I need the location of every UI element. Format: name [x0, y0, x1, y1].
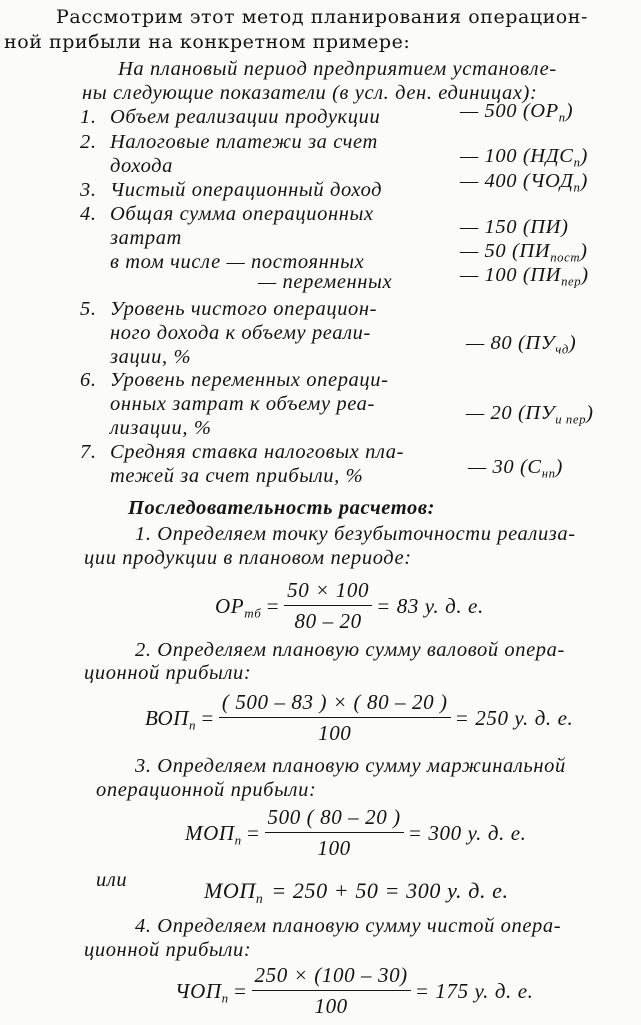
- item-2: 2. Налоговые платежи за счет: [80, 131, 378, 153]
- step-1-line-2: ции продукции в плановом периоде:: [84, 547, 412, 569]
- formula-net-profit: $ЧОП_п$ = $\frac{250 \times (100 - 30)}{100}$ = 175 у. д. е.: [175, 963, 534, 1018]
- item-4: 4. Общая сумма операционных: [80, 203, 374, 225]
- item-4-value-fixed: — 50 $(ПИ_{пост})$: [460, 240, 588, 265]
- item-2-value: — 100 $(НДС_п)$: [460, 145, 588, 170]
- intro-line-1: Рассмотрим этот метод планирования операцион-: [56, 6, 588, 28]
- item-3: 3. Чистый операционный доход: [80, 179, 383, 201]
- item-1-value: — 500 $(ОР_п)$: [460, 100, 574, 125]
- item-5-value: — 80 $(ПУ_{чд})$: [466, 332, 577, 357]
- item-5-line-2: ного дохода к объему реали-: [110, 322, 371, 344]
- item-4-line-3: в том числе — постоянных: [110, 251, 365, 273]
- item-4-value-variable: — 100 $(ПИ_{пер})$: [460, 264, 589, 289]
- step-3-line-1: 3. Определяем плановую сумму маржинальной: [135, 755, 566, 777]
- item-6-line-3: лизации, %: [110, 417, 212, 439]
- formula-3-fraction: $\frac{500 ( 80 - 20 )}{100}$: [265, 805, 404, 861]
- step-4-line-1: 4. Определяем плановую сумму чистой опера-: [135, 915, 562, 937]
- formula-2-lhs: $ВОП_п$: [145, 705, 197, 733]
- given-line-2: ны следующие показатели (в усл. ден. единицах):: [82, 82, 538, 104]
- formula-3b-lhs: $МОП_п$: [204, 878, 264, 906]
- or-word: или: [96, 869, 128, 891]
- step-2-line-2: ционной прибыли:: [84, 662, 252, 684]
- section-heading: Последовательность расчетов:: [128, 497, 436, 519]
- formula-3-lhs: $МОП_п$: [185, 820, 242, 848]
- formula-4-fraction: $\frac{250 \times (100 - 30)}{100}$: [252, 963, 411, 1019]
- step-2-line-1: 2. Определяем плановую сумму валовой опера-: [135, 639, 565, 661]
- formula-1-lhs: $ОР_{тб}$: [215, 593, 262, 621]
- given-line-1: На плановый период предприятием установле-: [118, 58, 557, 80]
- formula-gross-profit: $ВОП_п$ = $\frac{( 500 - 83 ) \times ( 80 - 20 )}{100}$ = 250 у. д. е.: [145, 690, 574, 745]
- formula-4-lhs: $ЧОП_п$: [175, 978, 229, 1006]
- item-7: 7. Средняя ставка налоговых пла-: [80, 441, 405, 463]
- item-4-line-2: затрат: [110, 227, 182, 249]
- item-2-line-2: дохода: [110, 155, 173, 177]
- item-5-line-3: зации, %: [110, 346, 192, 368]
- item-7-value: — 30 $(С_{нп})$: [468, 456, 563, 481]
- step-3-line-2: операционной прибыли:: [96, 779, 317, 801]
- formula-marginal-profit: $МОП_п$ = $\frac{500 ( 80 - 20 )}{100}$ = 300 у. д. е.: [185, 805, 527, 860]
- item-6-value: — 20 $(ПУ_{и пер})$: [466, 402, 594, 427]
- item-6: 6. Уровень переменных операци-: [80, 369, 389, 391]
- formula-marginal-profit-alt: $МОП_п$ = 250 + 50 = 300 у. д. е.: [204, 878, 509, 906]
- item-6-line-2: онных затрат к объему реа-: [110, 393, 375, 415]
- step-1-line-1: 1. Определяем точку безубыточности реализа-: [135, 523, 576, 545]
- intro-line-2: ной прибыли на конкретном примере:: [4, 31, 411, 53]
- step-4-line-2: ционной прибыли:: [84, 939, 252, 961]
- item-3-value: — 400 $(ЧОД_п)$: [460, 170, 588, 195]
- formula-breakeven: $ОР_{тб}$ = $\frac{50 \times 100}{80 - 20}$ = 83 у. д. е.: [215, 578, 484, 633]
- item-4-line-4: — переменных: [258, 271, 393, 293]
- item-4-value-total: — 150 (ПИ): [460, 216, 569, 238]
- formula-2-fraction: $\frac{( 500 - 83 ) \times ( 80 - 20 )}{100}$: [219, 690, 451, 746]
- item-5: 5. Уровень чистого операцион-: [80, 298, 378, 320]
- item-1: 1. Объем реализации продукции: [80, 106, 381, 128]
- item-7-line-2: тежей за счет прибыли, %: [110, 465, 364, 487]
- formula-1-fraction: $\frac{50 \times 100}{80 - 20}$: [284, 578, 372, 634]
